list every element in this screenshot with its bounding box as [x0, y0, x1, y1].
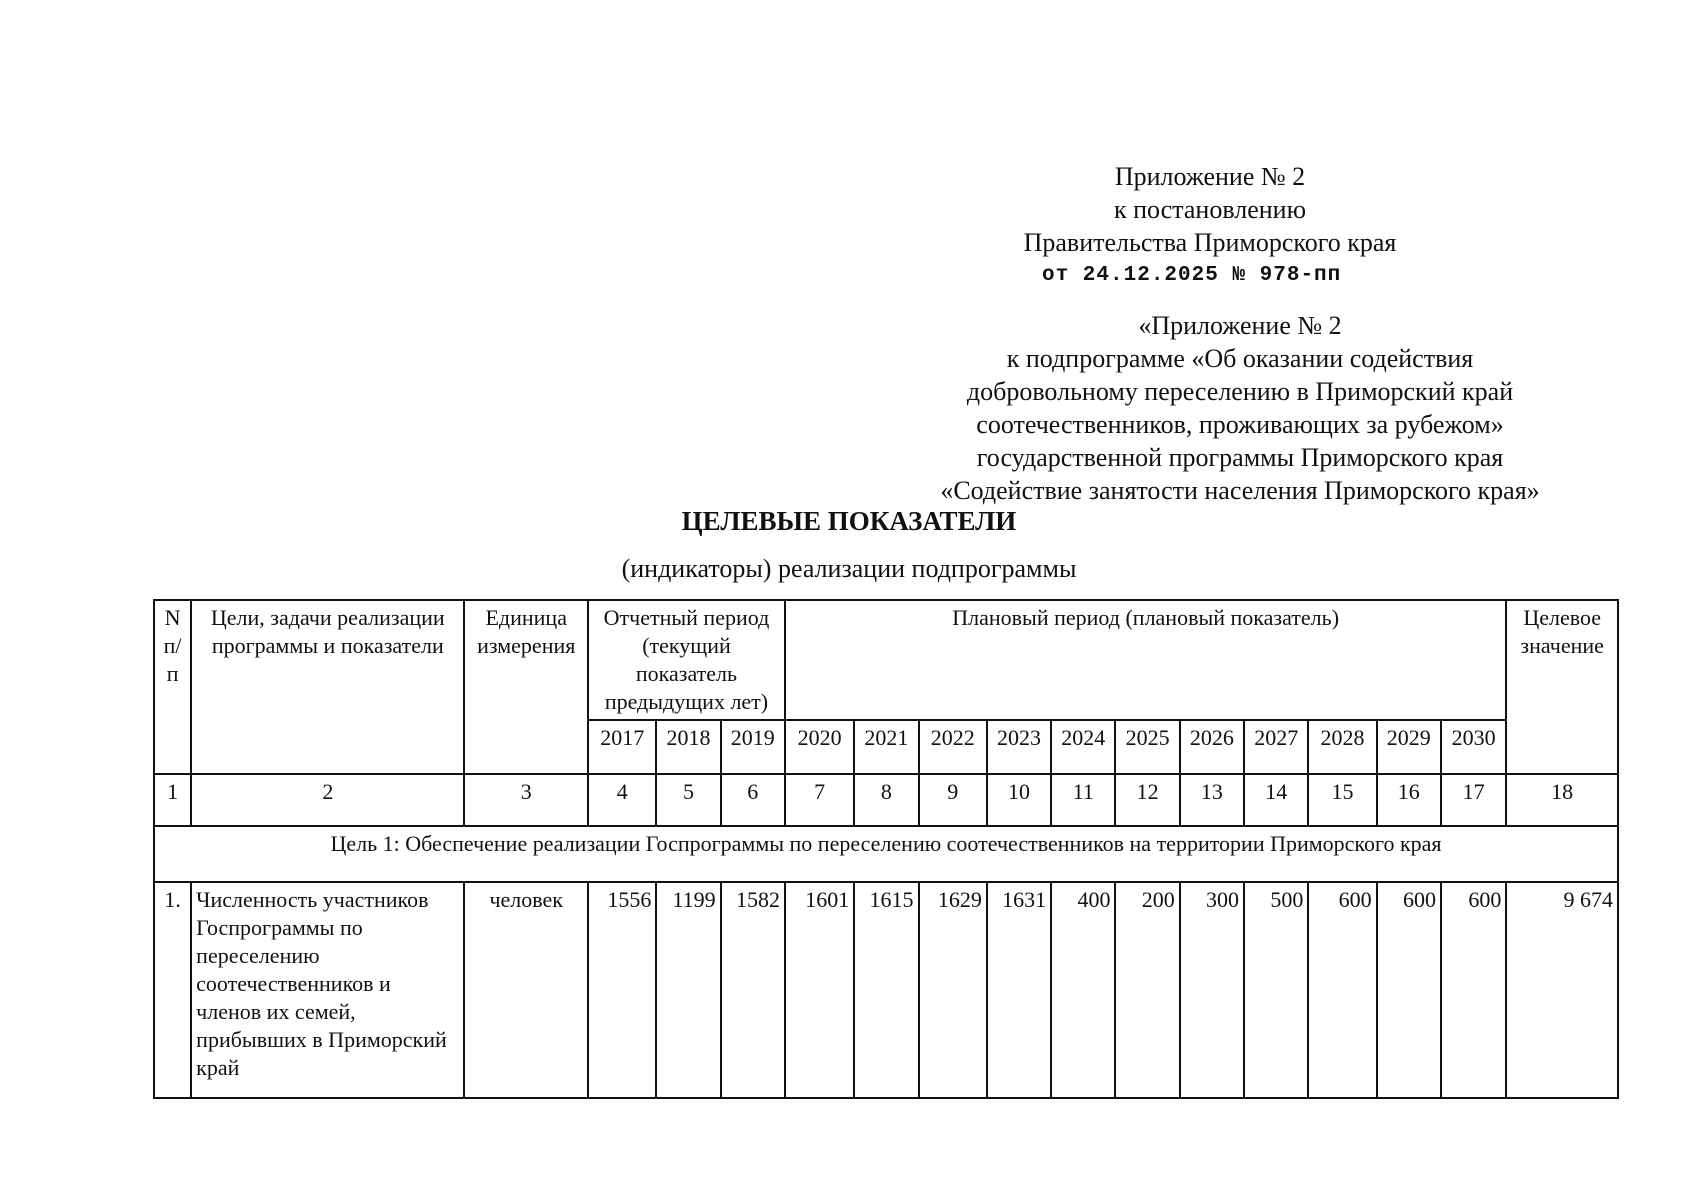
goal-1-cell: Цель 1: Обеспечение реализации Госпрограммы по переселению соотечественников на территории Приморского края	[154, 826, 1618, 882]
value-cell: 600	[1441, 882, 1506, 1098]
year-cell: 2026	[1180, 720, 1244, 774]
value-cell: 1615	[854, 882, 918, 1098]
column-number: 14	[1244, 774, 1308, 826]
header-row	[154, 600, 1618, 720]
indicator-unit: человек	[464, 882, 588, 1098]
column-number: 4	[588, 774, 656, 826]
value-cell: 400	[1051, 882, 1115, 1098]
column-number: 6	[721, 774, 785, 826]
year-cell: 2024	[1051, 720, 1115, 774]
header-unit: Единица измерения	[464, 600, 588, 774]
column-number: 17	[1441, 774, 1506, 826]
year-cell: 2030	[1441, 720, 1506, 774]
value-cell: 200	[1115, 882, 1179, 1098]
table-row	[154, 882, 1618, 1098]
column-number: 15	[1308, 774, 1376, 826]
page-title: ЦЕЛЕВЫЕ ПОКАЗАТЕЛИ	[681, 506, 1017, 536]
value-cell: 1556	[588, 882, 656, 1098]
year-cell: 2029	[1377, 720, 1441, 774]
value-cell: 300	[1180, 882, 1244, 1098]
column-number: 2	[191, 774, 464, 826]
sub-appendix-line-6: «Содействие занятости населения Приморского края»	[940, 476, 1540, 505]
column-number: 9	[919, 774, 987, 826]
indicator-name: Численность участников Госпрограммы по переселению соотечественников и членов их семей, прибывших в Приморский край	[191, 882, 464, 1098]
column-number: 18	[1506, 774, 1618, 826]
value-cell: 1199	[656, 882, 720, 1098]
value-cell: 600	[1308, 882, 1376, 1098]
appendix-line-3: Правительства Приморского края	[1023, 228, 1397, 257]
year-cell: 2020	[785, 720, 854, 774]
sub-appendix-line-4: соотечественников, проживающих за рубежом»	[976, 410, 1504, 439]
header-target-value: Целевое значение	[1506, 600, 1618, 774]
goal-row	[154, 826, 1618, 882]
sub-appendix-line-1: «Приложение № 2	[1138, 311, 1342, 340]
year-cell: 2022	[919, 720, 987, 774]
year-cell: 2018	[656, 720, 720, 774]
year-cell: 2025	[1115, 720, 1179, 774]
value-cell: 600	[1377, 882, 1441, 1098]
column-number: 10	[987, 774, 1051, 826]
column-number: 16	[1377, 774, 1441, 826]
sub-appendix-line-3: добровольному переселению в Приморский край	[966, 377, 1514, 406]
year-cell: 2027	[1244, 720, 1308, 774]
column-number: 8	[854, 774, 918, 826]
header-planned-period: Плановый период (плановый показатель)	[785, 600, 1506, 720]
column-number: 3	[464, 774, 588, 826]
column-number: 7	[785, 774, 854, 826]
year-cell: 2023	[987, 720, 1051, 774]
value-cell: 1631	[987, 882, 1051, 1098]
appendix-header	[1000, 160, 1420, 292]
sub-appendix-header	[880, 309, 1600, 507]
sub-appendix-line-5: государственной программы Приморского края	[976, 443, 1504, 472]
header-num: N п/ п	[154, 600, 191, 774]
value-cell: 500	[1244, 882, 1308, 1098]
column-number: 13	[1180, 774, 1244, 826]
column-number: 1	[154, 774, 191, 826]
target-value-cell: 9 674	[1506, 882, 1618, 1098]
header-reporting-period: Отчетный период (текущий показатель предыдущих лет)	[588, 600, 785, 720]
appendix-line-1: Приложение № 2	[1114, 162, 1306, 191]
header-goals: Цели, задачи реализации программы и показатели	[191, 600, 464, 774]
year-cell: 2021	[854, 720, 918, 774]
year-cell: 2017	[588, 720, 656, 774]
year-cell: 2019	[721, 720, 785, 774]
sub-appendix-line-2: к подпрограмме «Об оказании содействия	[1006, 344, 1474, 373]
indicators-table	[153, 599, 1619, 1099]
column-number: 5	[656, 774, 720, 826]
appendix-date-number: от 24.12.2025 № 978-пп	[1042, 264, 1342, 287]
page-subtitle: (индикаторы) реализации подпрограммы	[621, 554, 1077, 583]
column-number: 11	[1051, 774, 1115, 826]
column-number: 12	[1115, 774, 1179, 826]
value-cell: 1629	[919, 882, 987, 1098]
year-cell: 2028	[1308, 720, 1376, 774]
row-number: 1.	[154, 882, 191, 1098]
value-cell: 1601	[785, 882, 854, 1098]
value-cell: 1582	[721, 882, 785, 1098]
column-numbers-row	[154, 774, 1618, 826]
appendix-line-2: к постановлению	[1113, 195, 1307, 224]
